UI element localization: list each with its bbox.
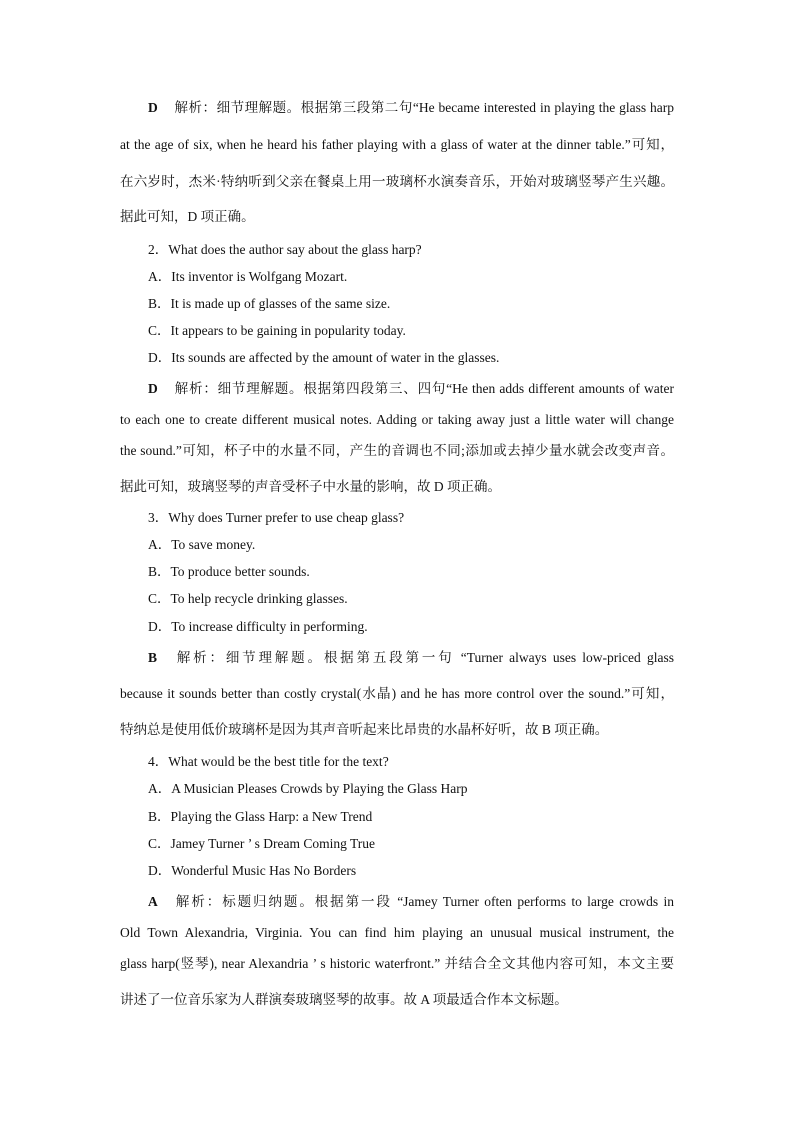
q2-explanation-line-1: D 解析：细节理解题。根据第四段第三、四句“He then adds different amounts of water <box>148 381 674 396</box>
q1-explanation-line-4: 据此可知，D 项正确。 <box>120 209 255 224</box>
q3-option-b: B．To produce better sounds. <box>148 564 310 579</box>
q4-option-b: B．Playing the Glass Harp: a New Trend <box>148 809 373 824</box>
q4-explanation-line-4: 讲述了一位音乐家为人群演奏玻璃竖琴的故事。故 A 项最适合作本文标题。 <box>120 992 568 1007</box>
q3-explanation-line-2: because it sounds better than costly crystal(水晶) and he has more control over the sound.”可知， <box>120 686 674 701</box>
q1-answer-letter: D <box>148 100 158 115</box>
q2-option-a: A．Its inventor is Wolfgang Mozart. <box>148 269 348 284</box>
q4-option-d: D．Wonderful Music Has No Borders <box>148 863 357 878</box>
q4-explanation-line-1: A 解析：标题归纳题。根据第一段 “Jamey Turner often performs to large crowds in <box>148 894 674 909</box>
q3-explanation-line-3: 特纳总是使用低价玻璃杯是因为其声音听起来比昂贵的水晶杯好听，故 B 项正确。 <box>120 722 609 737</box>
q4-option-a: A．A Musician Pleases Crowds by Playing the Glass Harp <box>148 781 468 796</box>
q4-answer-letter: A <box>148 894 158 909</box>
q2-explanation-line-4: 据此可知，玻璃竖琴的声音受杯子中水量的影响，故 D 项正确。 <box>120 479 501 494</box>
q1-explanation-line-3: 在六岁时，杰米·特纳听到父亲在餐桌上用一玻璃杯水演奏音乐，开始对玻璃竖琴产生兴趣。 <box>120 174 674 189</box>
q4-question: 4．What would be the best title for the text? <box>148 754 389 769</box>
q3-answer-letter: B <box>148 650 158 665</box>
q4-explanation-line-3: glass harp(竖琴), near Alexandria ’ s historic waterfront.” 并结合全文其他内容可知，本文主要 <box>120 956 674 971</box>
q2-option-c: C．It appears to be gaining in popularity today. <box>148 323 406 338</box>
q2-option-d: D．Its sounds are affected by the amount of water in the glasses. <box>148 350 500 365</box>
q2-explanation-line-3: the sound.”可知，杯子中的水量不同，产生的音调也不同;添加或去掉少量水就会改变声音。 <box>120 443 674 458</box>
q3-option-c: C．To help recycle drinking glasses. <box>148 591 348 606</box>
q2-explanation-line-2: to each one to create different musical notes. Adding or taking away just a little water will change <box>120 412 674 427</box>
q4-option-c: C．Jamey Turner ’ s Dream Coming True <box>148 836 376 851</box>
q2-option-b: B．It is made up of glasses of the same size. <box>148 296 391 311</box>
q1-explanation-line-1: D 解析：细节理解题。根据第三段第二句“He became interested in playing the glass harp <box>148 100 674 115</box>
q2-question: 2．What does the author say about the glass harp? <box>148 242 422 257</box>
q3-option-a: A．To save money. <box>148 537 256 552</box>
q3-option-d: D．To increase difficulty in performing. <box>148 619 368 634</box>
q3-question: 3．Why does Turner prefer to use cheap glass? <box>148 510 405 525</box>
q1-explanation-line-2: at the age of six, when he heard his father playing with a glass of water at the dinner table.”可知， <box>120 137 674 152</box>
q2-answer-letter: D <box>148 381 158 396</box>
q4-explanation-line-2: Old Town Alexandria, Virginia. You can find him playing an unusual musical instrument, the <box>120 925 674 940</box>
q3-explanation-line-1: B 解析：细节理解题。根据第五段第一句 “Turner always uses low-priced glass <box>148 650 674 665</box>
